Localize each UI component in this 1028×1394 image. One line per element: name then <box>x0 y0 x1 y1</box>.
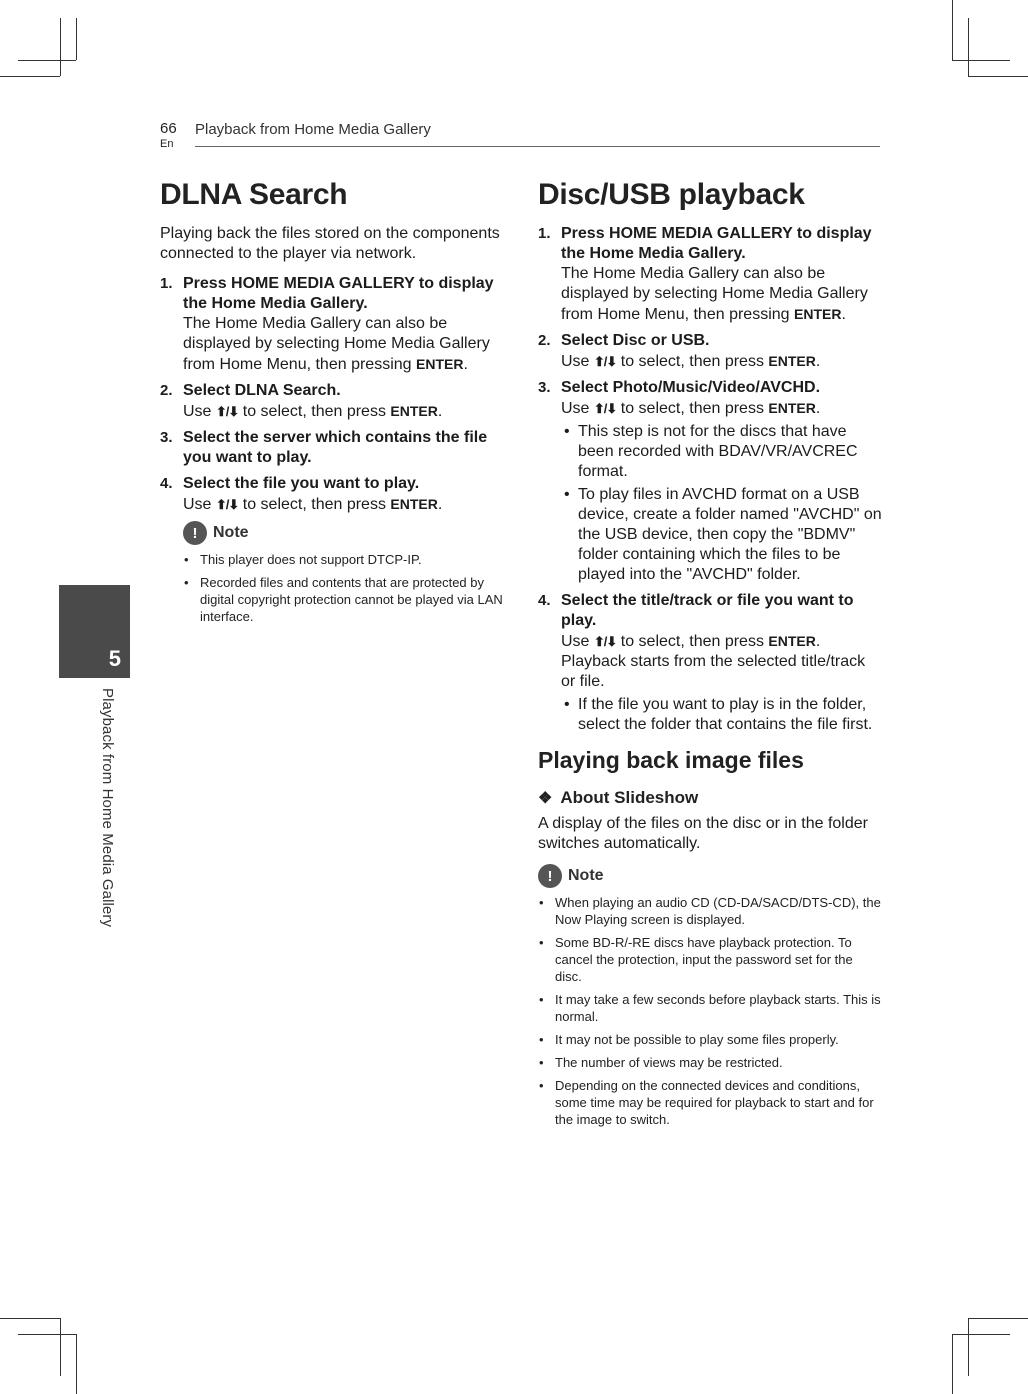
note-item: • Some BD-R/-RE discs have playback protection. To cancel the protection, input the password set for the disc. <box>538 934 883 985</box>
step-number: 2. <box>538 332 551 349</box>
page-number: 66 <box>160 120 177 137</box>
step: 4. Select the file you want to play. Use ⬆/⬇ to select, then press ENTER. <box>160 474 505 515</box>
use-text: Use <box>561 400 590 417</box>
step-number: 1. <box>160 275 173 292</box>
up-down-arrow-icon: ⬆/⬇ <box>215 497 239 512</box>
select-text: to select, then press <box>620 633 764 650</box>
use-text: Use <box>183 403 212 420</box>
step: 4. Select the title/track or file you want to play. Use ⬆/⬇ to select, then press ENTER. Playback starts from the selected title/track or file. • If the file you want to play is in the folder, select the folder that contains the file first. <box>538 591 883 735</box>
step-heading: Select the server which contains the file you want to play. <box>183 429 488 466</box>
step: 2. Select DLNA Search. Use ⬆/⬇ to select, then press ENTER. <box>160 381 505 422</box>
slideshow-label: About Slideshow <box>560 788 699 807</box>
section-title: Disc/USB playback <box>538 178 805 211</box>
dlna-section <box>160 178 505 631</box>
note-item: • The number of views may be restricted. <box>538 1054 883 1071</box>
step-number: 4. <box>160 475 173 492</box>
up-down-arrow-icon: ⬆/⬇ <box>593 634 617 649</box>
enter-key: ENTER <box>768 633 816 649</box>
disc-usb-section <box>538 178 883 1134</box>
enter-key: ENTER <box>390 403 438 419</box>
use-text: Use <box>183 496 212 513</box>
select-text: to select, then press <box>242 496 386 513</box>
note-label: Note <box>213 524 249 541</box>
step-heading: Select DLNA Search. <box>183 382 341 399</box>
enter-key: ENTER <box>416 356 464 372</box>
exclamation-icon: ! <box>183 521 207 545</box>
step-number: 3. <box>538 379 551 396</box>
select-text: to select, then press <box>242 403 386 420</box>
chapter-side-label: Playback from Home Media Gallery <box>99 688 116 928</box>
step-number: 3. <box>160 429 173 446</box>
step-heading: Press HOME MEDIA GALLERY to display the Home Media Gallery. <box>561 225 872 262</box>
step: 2. Select Disc or USB. Use ⬆/⬇ to select, then press ENTER. <box>538 331 883 372</box>
step-body: Playback starts from the selected title/track or file. <box>561 653 866 690</box>
enter-key: ENTER <box>390 496 438 512</box>
step-number: 4. <box>538 592 551 609</box>
step-heading: Select Photo/Music/Video/AVCHD. <box>561 379 821 396</box>
enter-key: ENTER <box>768 353 816 369</box>
note-item: • When playing an audio CD (CD-DA/SACD/DTS-CD), the Now Playing screen is displayed. <box>538 894 883 928</box>
enter-key: ENTER <box>768 400 816 416</box>
note-item: • This player does not support DTCP-IP. <box>183 551 505 568</box>
slideshow-text: A display of the files on the disc or in the folder switches automatically. <box>538 815 868 852</box>
up-down-arrow-icon: ⬆/⬇ <box>593 354 617 369</box>
up-down-arrow-icon: ⬆/⬇ <box>215 404 239 419</box>
step-bullet: • To play files in AVCHD format on a USB device, create a folder named "AVCHD" on the USB device, then copy the "BDMV" folder containing which the files to be played into the "AVCHD" folder. <box>561 485 883 585</box>
chapter-tab <box>59 585 130 678</box>
step-body: The Home Media Gallery can also be displayed by selecting Home Media Gallery from Home Menu, then pressing <box>183 315 490 373</box>
page-language: En <box>160 138 174 150</box>
step-body: The Home Media Gallery can also be displayed by selecting Home Media Gallery from Home Menu, then pressing <box>561 265 868 323</box>
select-text: to select, then press <box>620 400 764 417</box>
note-label: Note <box>568 867 604 884</box>
up-down-arrow-icon: ⬆/⬇ <box>593 401 617 416</box>
subsection-title: Playing back image files <box>538 747 804 773</box>
step-heading: Select the file you want to play. <box>183 475 420 492</box>
note-header <box>538 864 883 888</box>
use-text: Use <box>561 353 590 370</box>
step-bullet: • If the file you want to play is in the folder, select the folder that contains the file first. <box>561 695 883 735</box>
exclamation-icon: ! <box>538 864 562 888</box>
note-item: • It may take a few seconds before playback starts. This is normal. <box>538 991 883 1025</box>
diamond-bullet-icon: ❖ <box>538 790 553 807</box>
section-title: DLNA Search <box>160 178 348 211</box>
select-text: to select, then press <box>620 353 764 370</box>
step-heading: Select Disc or USB. <box>561 332 710 349</box>
step-heading: Select the title/track or file you want to play. <box>561 592 854 629</box>
page-header <box>160 120 880 148</box>
step: 1. Press HOME MEDIA GALLERY to display the Home Media Gallery. The Home Media Gallery can also be displayed by selecting Home Media Gallery from Home Menu, then pressing ENTER. <box>538 224 883 325</box>
header-rule <box>195 146 880 147</box>
step-heading: Press HOME MEDIA GALLERY to display the Home Media Gallery. <box>183 275 494 312</box>
chapter-title: Playback from Home Media Gallery <box>195 121 431 138</box>
step-number: 1. <box>538 225 551 242</box>
slideshow-heading <box>538 788 883 808</box>
step: 3. Select Photo/Music/Video/AVCHD. Use ⬆/⬇ to select, then press ENTER. • This step is not for the discs that have been recorded with BDAV/VR/AVCREC format. • To play files in AVCHD format on a USB device, create a folder named "AVCHD" on the USB device, then copy the "BDMV" folder containing which the files to be played into the "AVCHD" folder. <box>538 378 883 585</box>
section-intro: Playing back the files stored on the components connected to the player via network. <box>160 225 500 262</box>
step: 1. Press HOME MEDIA GALLERY to display the Home Media Gallery. The Home Media Gallery can also be displayed by selecting Home Media Gallery from Home Menu, then pressing ENTER. <box>160 274 505 375</box>
step-number: 2. <box>160 382 173 399</box>
note-header <box>183 521 505 545</box>
note-item: • Recorded files and contents that are protected by digital copyright protection cannot be played via LAN interface. <box>183 574 505 625</box>
use-text: Use <box>561 633 590 650</box>
step-bullet: • This step is not for the discs that have been recorded with BDAV/VR/AVCREC format. <box>561 422 883 482</box>
enter-key: ENTER <box>794 306 842 322</box>
note-item: • Depending on the connected devices and conditions, some time may be required for playback to start and for the image to switch. <box>538 1077 883 1128</box>
step <box>160 428 505 468</box>
chapter-number: 5 <box>108 646 121 671</box>
note-item: • It may not be possible to play some files properly. <box>538 1031 883 1048</box>
